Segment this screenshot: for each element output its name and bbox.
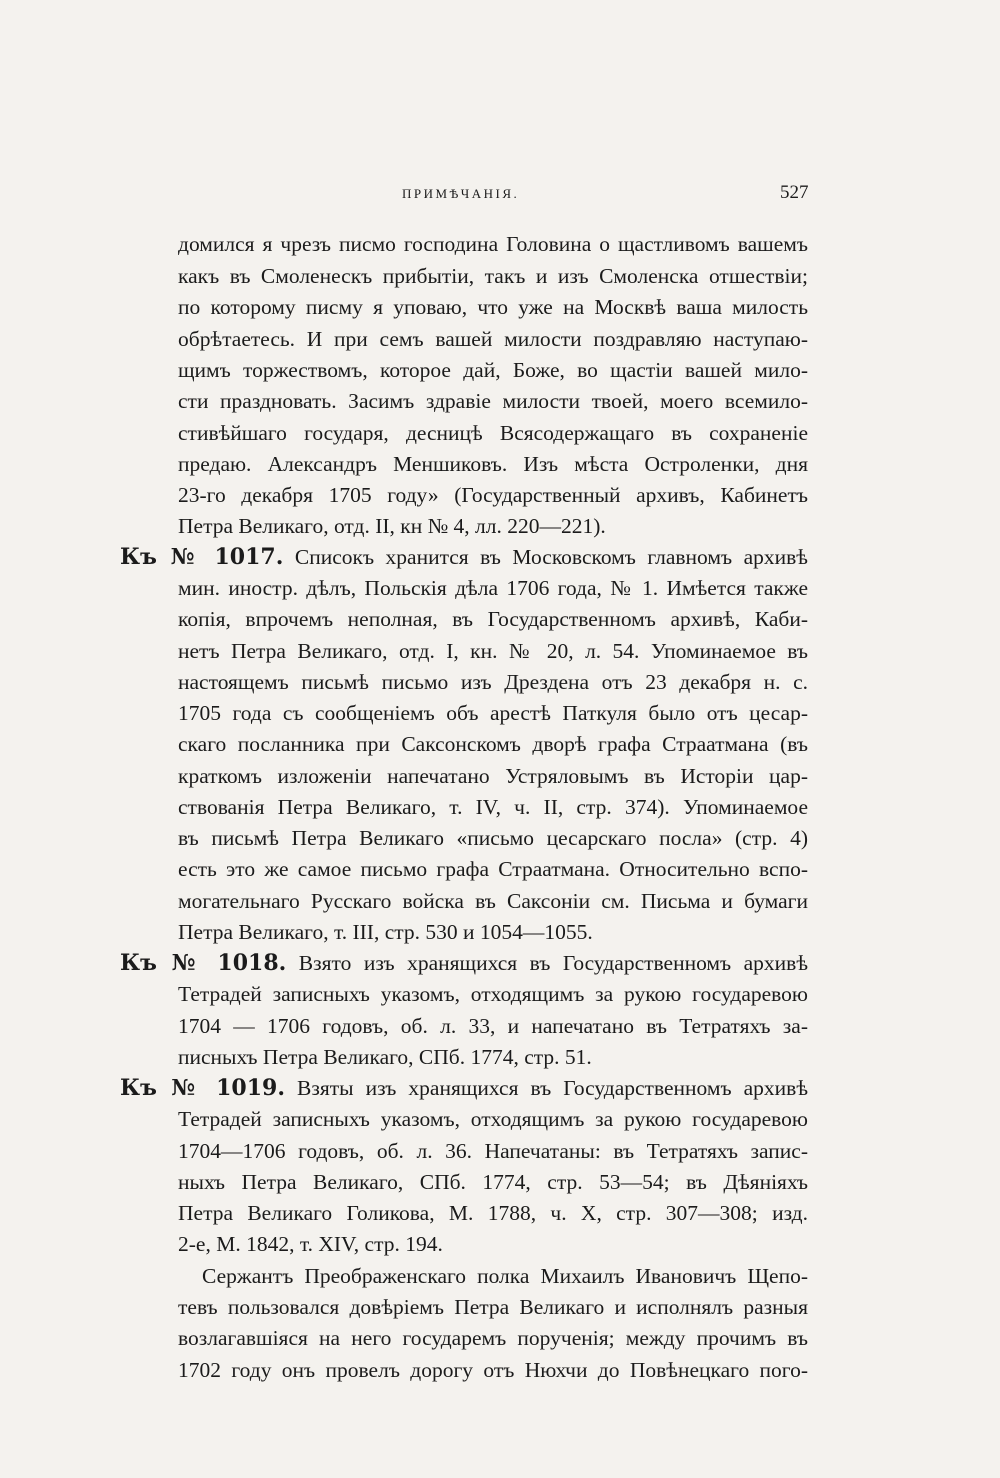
text-line: Петра Великаго, отд. II, кн № 4, лл. 220—221). bbox=[178, 514, 606, 538]
text-line: краткомъ изложеніи напечатано Устряловымъ въ Исторіи цар- bbox=[178, 764, 808, 788]
text-line: домился я чрезъ писмо господина Головина о щастливомъ вашемъ bbox=[178, 232, 808, 256]
text-line: въ письмѣ Петра Великаго «письмо цесарскаго посла» (стр. 4) bbox=[178, 826, 808, 850]
page-number: 527 bbox=[780, 182, 809, 203]
text-line: 2-е, М. 1842, т. XIV, стр. 194. bbox=[178, 1232, 443, 1256]
text-line: тевъ пользовался довѣріемъ Петра Великаго и исполнялъ разныя bbox=[178, 1295, 808, 1319]
text-line: мин. иностр. дѣлъ, Польскія дѣла 1706 года, № 1. Имѣется также bbox=[178, 576, 808, 600]
text-line: Тетрадей записныхъ указомъ, отходящимъ за рукою государевою bbox=[178, 1107, 808, 1131]
text-segment: Взяты изъ хранящихся въ Государственномъ архивѣ bbox=[285, 1076, 808, 1100]
text-line: Петра Великаго, т. III, стр. 530 и 1054—1055. bbox=[178, 920, 593, 944]
text-line: настоящемъ письмѣ письмо изъ Дрездена отъ 23 декабря н. с. bbox=[178, 670, 808, 694]
text-line: по которому писму я уповаю, что уже на Москвѣ ваша милость bbox=[178, 295, 808, 319]
text-line: какъ въ Смоленескъ прибытіи, такъ и изъ Смоленска отшествіи; bbox=[178, 264, 808, 288]
note-ref-1019: Къ № 1019. bbox=[120, 1075, 285, 1101]
text-line: 1705 года съ сообщеніемъ объ арестѣ Паткуля было отъ цесар- bbox=[178, 701, 808, 725]
note-1017-first-line bbox=[120, 542, 808, 572]
text-line: 1704—1706 годовъ, об. л. 36. Напечатаны: въ Тетратяхъ запис- bbox=[178, 1139, 808, 1163]
text-segment: Списокъ хранится въ Московскомъ главномъ архивѣ bbox=[283, 545, 808, 569]
text-line: ствованія Петра Великаго, т. IV, ч. II, стр. 374). Упоминаемое bbox=[178, 795, 808, 819]
text-line: сти праздновать. Засимъ здравіе милости твоей, моего всемило- bbox=[178, 389, 808, 413]
text-line: 1702 году онъ провелъ дорогу отъ Нюхчи до Повѣнецкаго пого- bbox=[178, 1358, 808, 1382]
running-head: ПРИМѢЧАНІЯ. bbox=[402, 186, 520, 201]
text-segment: Взято изъ хранящихся въ Государственномъ архивѣ bbox=[286, 951, 808, 975]
text-line: Сержантъ Преображенскаго полка Михаилъ Ивановичъ Щепо- bbox=[202, 1264, 808, 1288]
note-ref-1017: Къ № 1017. bbox=[120, 544, 284, 570]
note-1019-first-line bbox=[120, 1073, 808, 1103]
text-line: могательнаго Русскаго войска въ Саксоніи см. Письма и бумаги bbox=[178, 889, 808, 913]
text-line: 23-го декабря 1705 году» (Государственный архивъ, Кабинетъ bbox=[178, 483, 808, 507]
text-line: писныхъ Петра Великаго, СПб. 1774, стр. 51. bbox=[178, 1045, 592, 1069]
text-line: скаго посланника при Саксонскомъ дворѣ графа Страатмана (въ bbox=[178, 732, 808, 756]
text-line: есть это же самое письмо графа Страатмана. Относительно вспо- bbox=[178, 857, 808, 881]
text-line: щимъ торжествомъ, которое дай, Боже, во щастіи вашей мило- bbox=[178, 358, 808, 382]
note-ref-1018: Къ № 1018. bbox=[120, 950, 287, 976]
text-line: нетъ Петра Великаго, отд. I, кн. № 20, л. 54. Упоминаемое въ bbox=[178, 639, 808, 663]
text-line: копія, впрочемъ неполная, въ Государственномъ архивѣ, Каби- bbox=[178, 607, 808, 631]
text-line: Тетрадей записныхъ указомъ, отходящимъ за рукою государевою bbox=[178, 982, 808, 1006]
text-line: 1704 — 1706 годовъ, об. л. 33, и напечатано въ Тетратяхъ за- bbox=[178, 1014, 808, 1038]
text-line: стивѣйшаго государя, десницѣ Всясодержащаго въ сохраненіе bbox=[178, 421, 808, 445]
note-1018-first-line bbox=[120, 948, 808, 978]
text-line: обрѣтаетесь. И при семъ вашей милости поздравляю наступаю- bbox=[178, 327, 808, 351]
text-line: предаю. Александръ Меншиковъ. Изъ мѣста Остроленки, дня bbox=[178, 452, 808, 476]
text-line: ныхъ Петра Великаго, СПб. 1774, стр. 53—54; въ Дѣяніяхъ bbox=[178, 1170, 808, 1194]
text-line: возлагавшіяся на него государемъ порученія; между прочимъ въ bbox=[178, 1326, 808, 1350]
text-line: Петра Великаго Голикова, М. 1788, ч. X, стр. 307—308; изд. bbox=[178, 1201, 808, 1225]
